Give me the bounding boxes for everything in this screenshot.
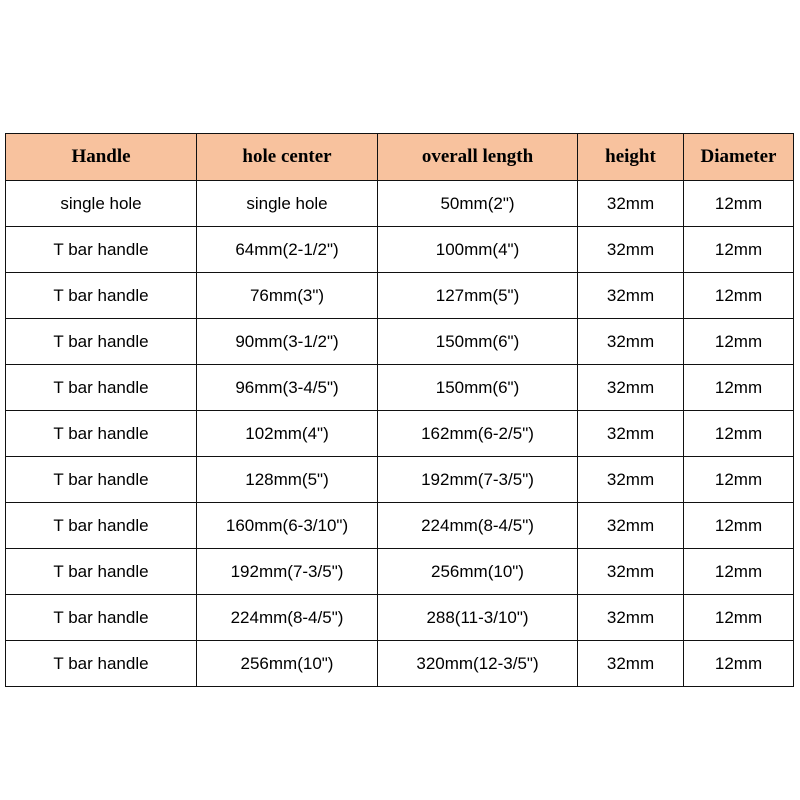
table-row — [6, 595, 794, 641]
cell-hole-center: 96mm(3-4/5") — [197, 365, 378, 411]
cell-hole-center: 256mm(10") — [197, 641, 378, 687]
cell-handle: T bar handle — [6, 549, 197, 595]
cell-overall-length: 162mm(6-2/5") — [378, 411, 578, 457]
cell-diameter: 12mm — [684, 457, 794, 503]
cell-height: 32mm — [578, 503, 684, 549]
cell-hole-center: 224mm(8-4/5") — [197, 595, 378, 641]
cell-diameter: 12mm — [684, 549, 794, 595]
cell-overall-length: 150mm(6") — [378, 319, 578, 365]
cell-handle: T bar handle — [6, 411, 197, 457]
cell-diameter: 12mm — [684, 641, 794, 687]
cell-height: 32mm — [578, 641, 684, 687]
table-row — [6, 641, 794, 687]
cell-diameter: 12mm — [684, 503, 794, 549]
table-row — [6, 181, 794, 227]
header-diameter: Diameter — [684, 134, 794, 181]
header-overall-length: overall length — [378, 134, 578, 181]
cell-overall-length: 192mm(7-3/5") — [378, 457, 578, 503]
cell-height: 32mm — [578, 365, 684, 411]
table-body — [6, 181, 794, 687]
cell-height: 32mm — [578, 273, 684, 319]
cell-hole-center: 128mm(5") — [197, 457, 378, 503]
cell-height: 32mm — [578, 595, 684, 641]
table-row — [6, 549, 794, 595]
cell-handle: T bar handle — [6, 457, 197, 503]
cell-handle: single hole — [6, 181, 197, 227]
table-row — [6, 365, 794, 411]
cell-hole-center: single hole — [197, 181, 378, 227]
table-row — [6, 457, 794, 503]
cell-diameter: 12mm — [684, 181, 794, 227]
cell-height: 32mm — [578, 411, 684, 457]
cell-hole-center: 160mm(6-3/10") — [197, 503, 378, 549]
cell-diameter: 12mm — [684, 319, 794, 365]
header-handle: Handle — [6, 134, 197, 181]
cell-hole-center: 192mm(7-3/5") — [197, 549, 378, 595]
cell-handle: T bar handle — [6, 595, 197, 641]
header-row — [6, 134, 794, 181]
cell-height: 32mm — [578, 227, 684, 273]
cell-overall-length: 256mm(10") — [378, 549, 578, 595]
cell-overall-length: 150mm(6") — [378, 365, 578, 411]
handle-spec-table — [5, 133, 794, 687]
cell-overall-length: 100mm(4") — [378, 227, 578, 273]
table-row — [6, 411, 794, 457]
cell-diameter: 12mm — [684, 273, 794, 319]
table-row — [6, 503, 794, 549]
cell-height: 32mm — [578, 319, 684, 365]
table-row — [6, 227, 794, 273]
table-row — [6, 319, 794, 365]
header-height: height — [578, 134, 684, 181]
cell-hole-center: 76mm(3") — [197, 273, 378, 319]
cell-overall-length: 50mm(2") — [378, 181, 578, 227]
cell-hole-center: 102mm(4") — [197, 411, 378, 457]
cell-overall-length: 320mm(12-3/5") — [378, 641, 578, 687]
cell-handle: T bar handle — [6, 227, 197, 273]
cell-overall-length: 127mm(5") — [378, 273, 578, 319]
cell-height: 32mm — [578, 181, 684, 227]
cell-handle: T bar handle — [6, 365, 197, 411]
cell-diameter: 12mm — [684, 411, 794, 457]
cell-height: 32mm — [578, 457, 684, 503]
table-row — [6, 273, 794, 319]
cell-hole-center: 64mm(2-1/2") — [197, 227, 378, 273]
cell-overall-length: 288(11-3/10") — [378, 595, 578, 641]
cell-hole-center: 90mm(3-1/2") — [197, 319, 378, 365]
cell-diameter: 12mm — [684, 595, 794, 641]
cell-handle: T bar handle — [6, 641, 197, 687]
cell-handle: T bar handle — [6, 273, 197, 319]
cell-diameter: 12mm — [684, 365, 794, 411]
cell-handle: T bar handle — [6, 319, 197, 365]
cell-diameter: 12mm — [684, 227, 794, 273]
cell-overall-length: 224mm(8-4/5") — [378, 503, 578, 549]
table-header — [6, 134, 794, 181]
header-hole-center: hole center — [197, 134, 378, 181]
cell-handle: T bar handle — [6, 503, 197, 549]
cell-height: 32mm — [578, 549, 684, 595]
